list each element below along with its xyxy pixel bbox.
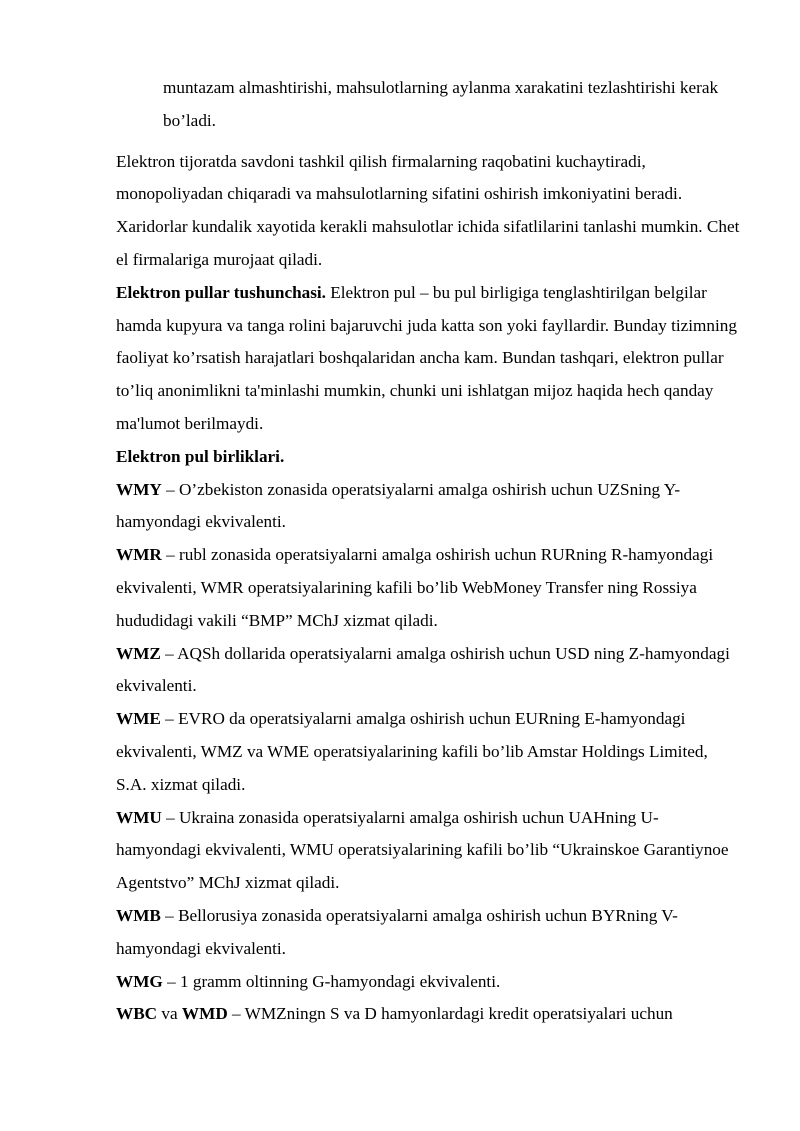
unit-wbc-wmd	[116, 998, 740, 1031]
unit-text: – EVRO da operatsiyalarni amalga oshirish uchun EURning E-hamyondagi ekvivalenti, WMZ va WME operatsiyalarining kafili bo’lib Amstar Holdings Limited, S.A. xizmat qiladi.	[116, 709, 708, 794]
unit-code: WME	[116, 709, 161, 729]
unit-wmg	[116, 966, 740, 999]
unit-wmr	[116, 539, 740, 637]
unit-code: WMZ	[116, 643, 161, 663]
unit-text: – Bellorusiya zonasida operatsiyalarni amalga oshirish uchun BYRning V-hamyondagi ekvivalenti.	[116, 905, 678, 958]
unit-code: WBC	[116, 1004, 158, 1024]
unit-code: WMD	[181, 1004, 228, 1024]
unit-code: WMR	[116, 545, 162, 565]
intro-paragraph: Elektron tijoratda savdoni tashkil qilish firmalarning raqobatini kuchaytiradi, monopoliyadan chiqaradi va mahsulotlarning sifatini oshirish imkoniyatini beradi. Xaridorlar kundalik xayotida kerakli mahsulotlar ichida sifatlilarini tanlashi mumkin. Chet el firmalariga murojaat qiladi.	[116, 151, 740, 269]
e-money-paragraph	[116, 277, 740, 441]
unit-text: – WMZningn S va D hamyonlardagi kredit operatsiyalari uchun	[227, 1004, 673, 1024]
unit-wmb	[116, 900, 740, 966]
e-money-heading: Elektron pullar tushunchasi.	[116, 282, 326, 302]
unit-text: – AQSh dollarida operatsiyalarni amalga oshirish uchun USD ning Z-hamyondagi ekvivalenti.	[116, 643, 730, 696]
unit-wme	[116, 703, 740, 801]
joiner-text: va	[157, 1004, 182, 1024]
unit-code: WMY	[116, 479, 162, 499]
unit-text: – Ukraina zonasida operatsiyalarni amalga oshirish uchun UAHning U-hamyondagi ekvivalenti, WMU operatsiyalarining kafili bo’lib “Ukrainskoe Garantiynoe Agentstvo” MChJ xizmat qiladi.	[116, 807, 729, 893]
document-page	[116, 72, 740, 1031]
unit-code: WMB	[116, 905, 161, 925]
continuation-paragraph: muntazam almashtirishi, mahsulotlarning aylanma xarakatini tezlashtirishi kerak bo’ladi.	[163, 78, 719, 130]
e-money-text: Elektron pul – bu pul birligiga tenglashtirilgan belgilar hamda kupyura va tanga rolini bajaruvchi juda katta son yoki fayllardir. Bunday tizimning faoliyat ko’rsatish harajatlari boshqalaridan ancha kam. Bundan tashqari, elektron pullar to’liq anonimlikni ta'minlashi mumkin, chunki uni ishlatgan mijoz haqida hech qanday ma'lumot berilmaydi.	[116, 282, 737, 433]
unit-text: – 1 gramm oltinning G-hamyondagi ekvivalenti.	[162, 971, 501, 991]
unit-code: WMG	[116, 971, 163, 991]
unit-text: – rubl zonasida operatsiyalarni amalga oshirish uchun RURning R-hamyondagi ekvivalenti, WMR operatsiyalarining kafili bo’lib WebMoney Transfer ning Rossiya hududidagi vakili “BMP” MChJ xizmat qiladi.	[116, 545, 714, 630]
units-heading: Elektron pul birliklari.	[116, 446, 285, 466]
unit-wmu	[116, 802, 740, 900]
unit-wmz	[116, 638, 740, 704]
unit-code: WMU	[116, 807, 162, 827]
unit-wmy	[116, 474, 740, 540]
unit-text: – O’zbekiston zonasida operatsiyalarni amalga oshirish uchun UZSning Y-hamyondagi ekvivalenti.	[116, 479, 681, 532]
